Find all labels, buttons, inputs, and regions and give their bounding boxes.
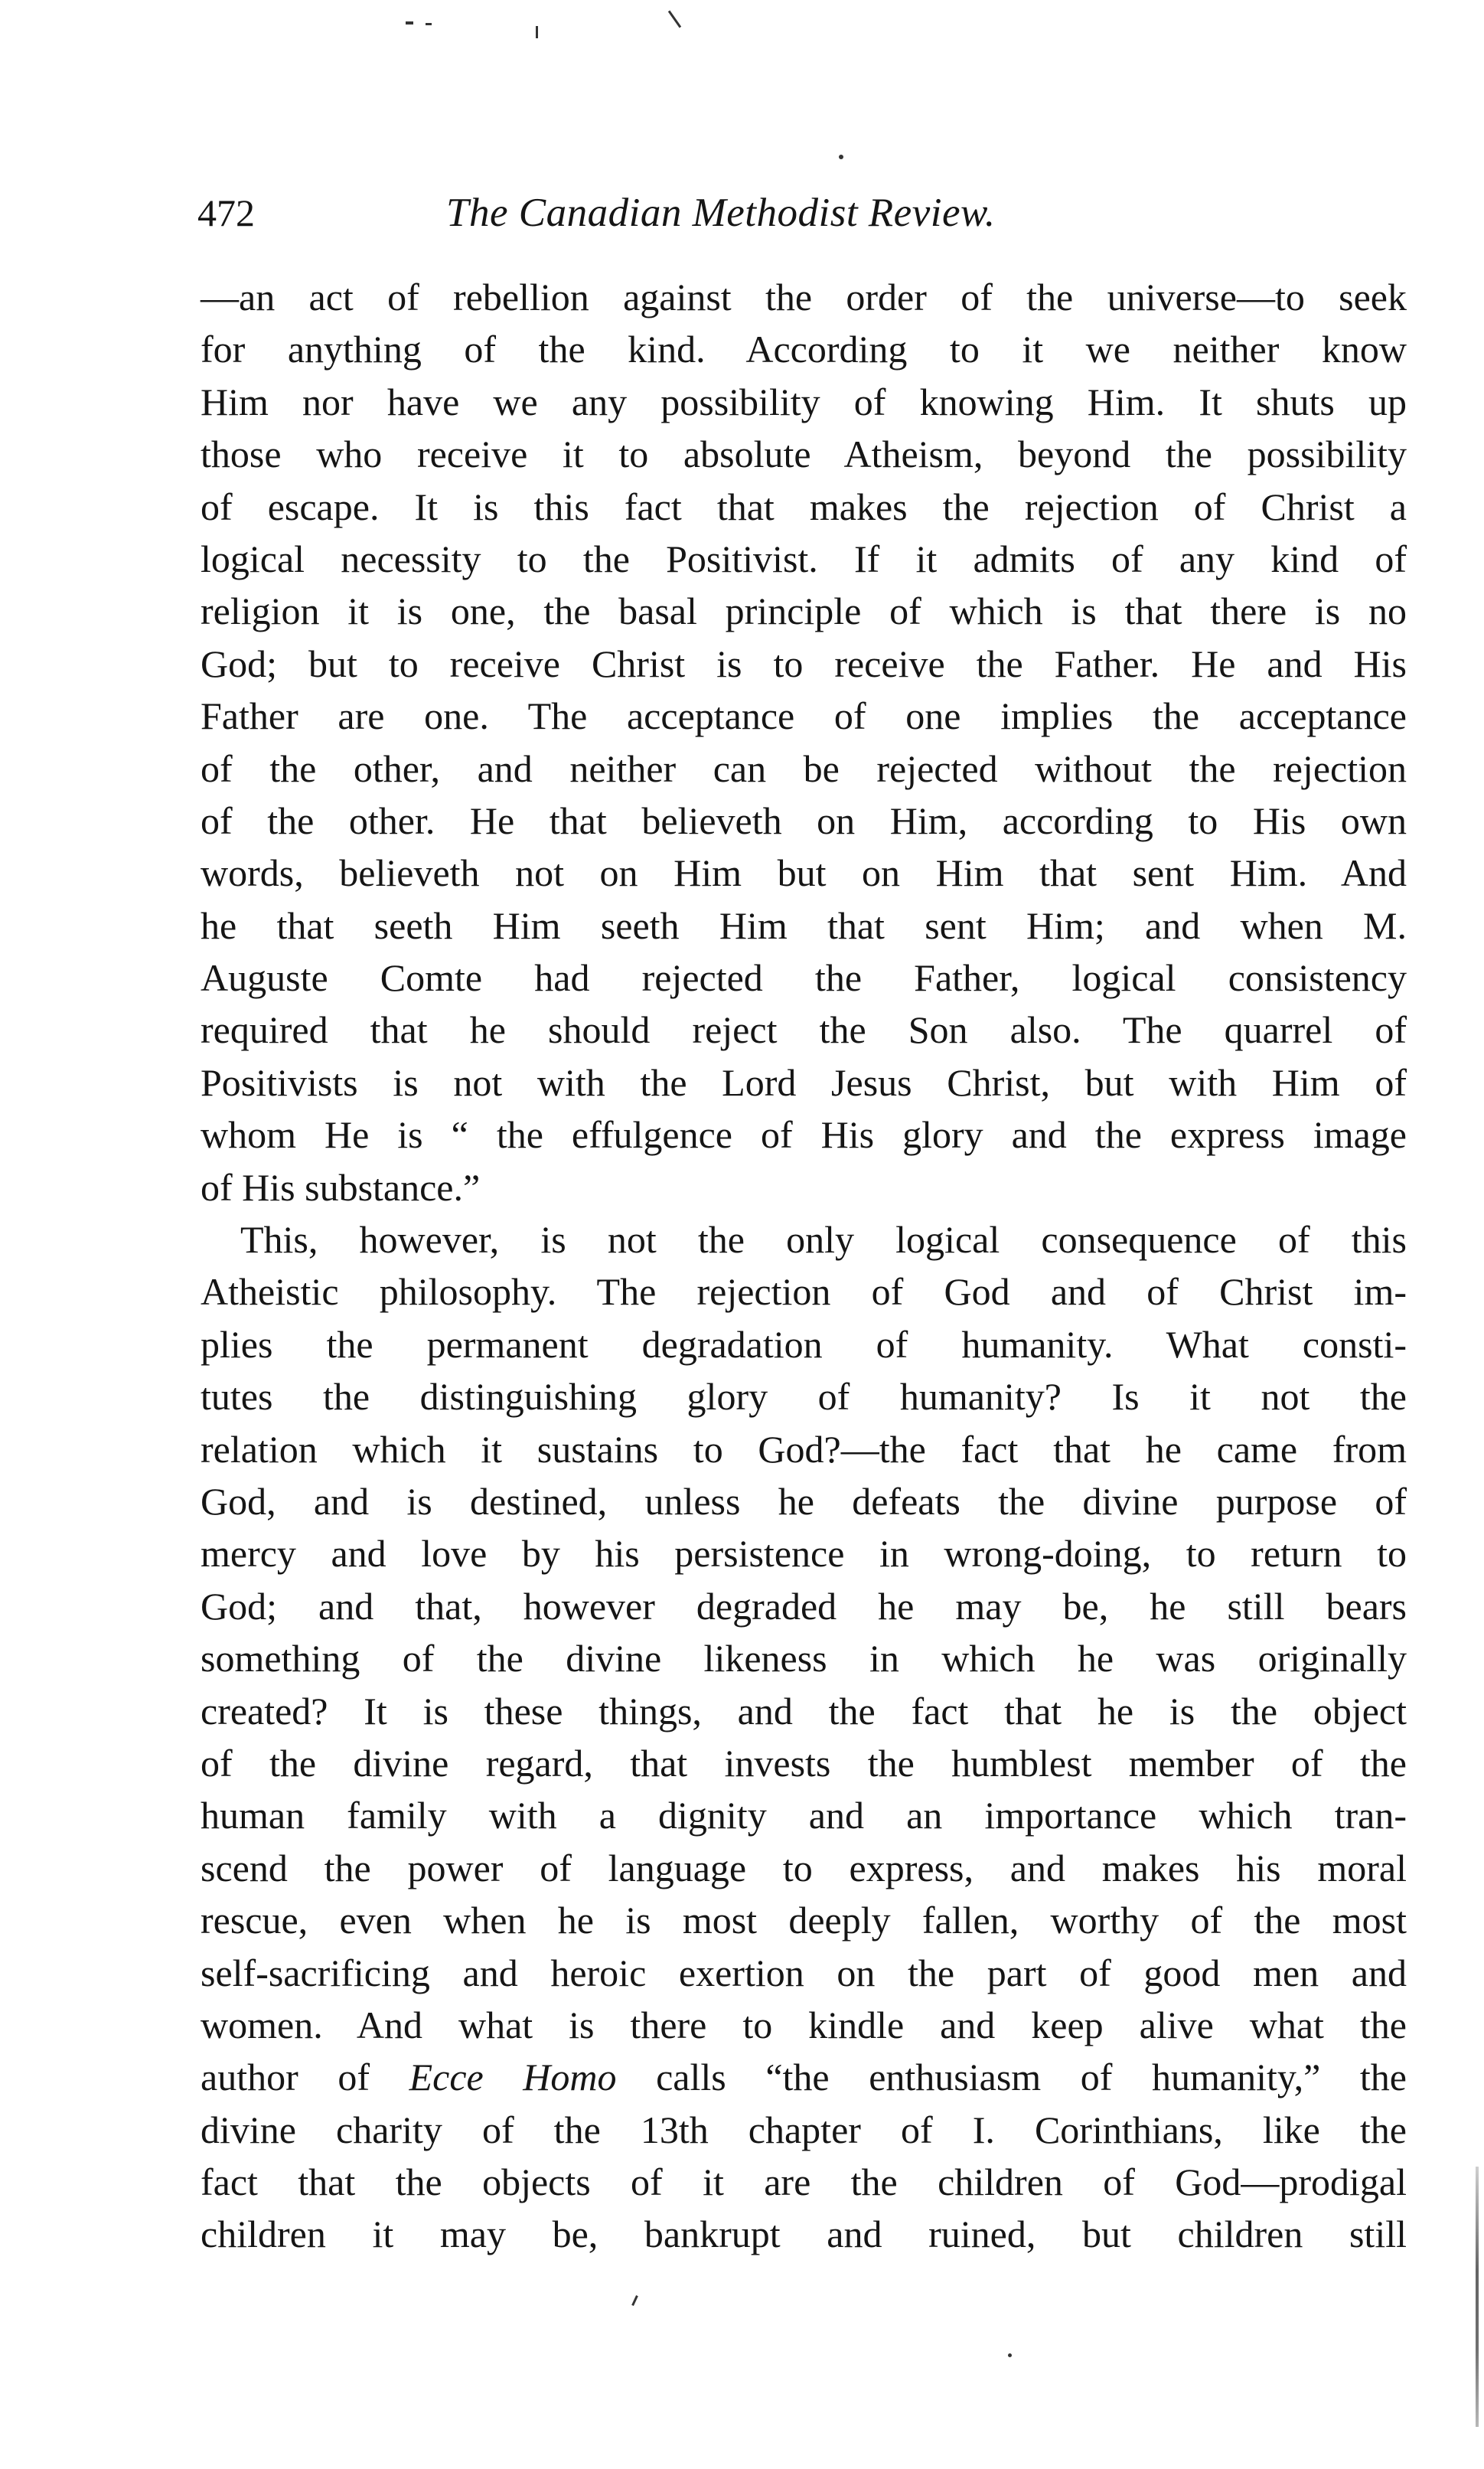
text-line: of the divine regard, that invests the humblest member of the [201, 1741, 1407, 1785]
scan-speck [426, 23, 432, 25]
text-line: Father are one. The acceptance of one implies the acceptance [201, 694, 1407, 738]
scan-speck [839, 155, 843, 159]
text-line: something of the divine likeness in which he was originally [201, 1637, 1407, 1680]
scan-speck [536, 26, 538, 38]
text-line: created? It is these things, and the fact that he is the object [201, 1689, 1407, 1733]
text-line: whom He is “ the effulgence of His glory and the express image [201, 1113, 1407, 1157]
page-number: 472 [197, 191, 255, 234]
text-line: women. And what is there to kindle and keep alive what the [201, 2003, 1407, 2046]
text-line: God, and is destined, unless he defeats the divine purpose of [201, 1479, 1407, 1523]
text-line: children it may be, bankrupt and ruined, but children still [201, 2213, 1407, 2256]
text-line: religion it is one, the basal principle of which is that there is no [201, 589, 1407, 633]
paragraph-2 [201, 1213, 1407, 2261]
text-line: plies the permanent degradation of humanity. What consti- [201, 1322, 1407, 1366]
text-line: scend the power of language to express, and makes his moral [201, 1846, 1407, 1889]
text-line-with-italic: author of Ecce Homo calls “the enthusiasm of humanity,” the [201, 2056, 1407, 2099]
text-line: relation which it sustains to God?—the fact that he came from [201, 1427, 1407, 1471]
text-line: Positivists is not with the Lord Jesus Christ, but with Him of [201, 1060, 1407, 1104]
page-edge-shadow [1476, 2167, 1479, 2427]
text-line: divine charity of the 13th chapter of I. Corinthians, like the [201, 2108, 1407, 2151]
text-line: rescue, even when he is most deeply fallen, worthy of the most [201, 1899, 1407, 1942]
scan-speck [668, 10, 681, 28]
text-line: Atheistic philosophy. The rejection of God and of Christ im- [201, 1270, 1407, 1314]
text-line: of His substance.” [201, 1165, 481, 1209]
text-line: Him nor have we any possibility of knowing Him. It shuts up [201, 380, 1407, 423]
text-line: required that he should reject the Son also. The quarrel of [201, 1008, 1407, 1052]
text-line: God; but to receive Christ is to receive the Father. He and His [201, 642, 1407, 685]
text-line: fact that the objects of it are the children of God—prodigal [201, 2160, 1407, 2204]
scan-speck [1008, 2353, 1012, 2357]
text-line: those who receive it to absolute Atheism, beyond the possibility [201, 433, 1407, 476]
text-line: he that seeth Him seeth Him that sent Him; and when M. [201, 903, 1407, 947]
body-text [201, 271, 1407, 2261]
text-line: for anything of the kind. According to it we neither know [201, 328, 1407, 371]
text-line: of the other. He that believeth on Him, according to His own [201, 799, 1407, 842]
paragraph-1 [201, 271, 1407, 1213]
text-line: God; and that, however degraded he may be, he still bears [201, 1584, 1407, 1628]
text-line: This, however, is not the only logical consequence of this [240, 1218, 1407, 1262]
scan-speck [406, 21, 413, 24]
text-line: of escape. It is this fact that makes the rejection of Christ a [201, 485, 1407, 528]
text-line: mercy and love by his persistence in wrong-doing, to return to [201, 1532, 1407, 1576]
italic-book-title: Ecce Homo [409, 2056, 617, 2099]
text-line: of the other, and neither can be rejected without the rejection [201, 746, 1407, 790]
text-line: Auguste Comte had rejected the Father, logical consistency [201, 956, 1407, 1000]
text-line: words, believeth not on Him but on Him that sent Him. And [201, 851, 1407, 895]
scan-speck [631, 2295, 638, 2306]
text-line: —an act of rebellion against the order of the universe—to seek [201, 276, 1407, 318]
journal-title: The Canadian Methodist Review. [446, 191, 996, 235]
running-head [197, 182, 1139, 243]
text-line: tutes the distinguishing glory of humanity? Is it not the [201, 1375, 1407, 1419]
text-line: logical necessity to the Positivist. If it admits of any kind of [201, 537, 1407, 580]
text-line: self-sacrificing and heroic exertion on the part of good men and [201, 1951, 1407, 1994]
text-line: human family with a dignity and an importance which tran- [201, 1794, 1407, 1837]
